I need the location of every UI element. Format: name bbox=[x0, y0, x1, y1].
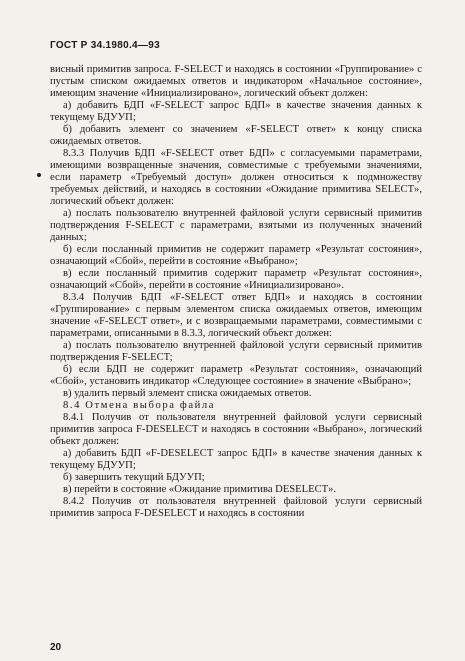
paragraph: а) добавить БДП «F-SELECT запрос БДП» в качестве значения данных к текущему БДУУП; bbox=[50, 100, 422, 123]
paragraph: 8.4 Отмена выбора файла bbox=[63, 400, 216, 411]
paragraph: а) послать пользователю внутренней файловой услуги сервисный примитив подтверждения F-SELECT с параметрами, взятыми из полученных значений данных; bbox=[50, 208, 422, 243]
paragraph: 8.4.2 Получив от пользователя внутренней файловой услуги сервисный примитив запроса F-DESELECT и находясь в состоянии bbox=[50, 496, 422, 519]
paragraph: в) если посланный примитив содержит параметр «Результат состояния», означающий «Сбой», перейти в состояние «Инициализировано». bbox=[50, 268, 422, 291]
page-number: 20 bbox=[50, 642, 62, 653]
paragraph: б) завершить текущий БДУУП; bbox=[63, 472, 205, 483]
paragraph: б) добавить элемент со значением «F-SELECT ответ» к концу списка ожидаемых ответов. bbox=[50, 124, 422, 147]
body-text bbox=[50, 64, 422, 520]
paragraph: висный примитив запроса. F-SELECT и находясь в состоянии «Группирование» с пустым списком ожидаемых ответов и индикатором «Начальное состояние», имеющим значение «Инициализировано», логический объект должен: bbox=[50, 64, 422, 99]
paragraph: а) послать пользователю внутренней файловой услуги сервисный примитив подтверждения F-SELECT; bbox=[50, 340, 422, 363]
paragraph: 8.3.4 Получив БДП «F-SELECT ответ БДП» и находясь в состоянии «Группирование» с первым элементом списка ожидаемых ответов, имеющим значение «F-SELECT ответ», и с возвращаемыми параметрами, совместимыми с параметрами, описанными в 8.3.3, логический объект должен: bbox=[50, 292, 422, 339]
paragraph: 8.3.3 Получив БДП «F-SELECT ответ БДП» с согласуемыми параметрами, имеющими возвращенные значения, совместимые с требуемыми значениями, если параметр «Требуемый доступ» должен относиться к подмножеству требуемых действий, и находясь в состоянии «Ожидание примитива SELECT», логический объект должен: bbox=[50, 148, 422, 207]
margin-bullet-mark bbox=[37, 173, 41, 177]
paragraph: в) перейти в состояние «Ожидание примитива DESELECT». bbox=[63, 484, 337, 495]
paragraph: б) если посланный примитив не содержит параметр «Результат состояния», означающий «Сбой», перейти в состояние «Выбрано»; bbox=[50, 244, 422, 267]
paragraph: в) удалить первый элемент списка ожидаемых ответов. bbox=[63, 388, 312, 399]
paragraph: 8.4.1 Получив от пользователя внутренней файловой услуги сервисный примитив запроса F-DESELECT и находясь в состоянии «Выбрано», логический объект должен: bbox=[50, 412, 422, 447]
standard-header: ГОСТ Р 34.1980.4—93 bbox=[50, 40, 160, 51]
paragraph: б) если БДП не содержит параметр «Результат состояния», означающий «Сбой», установить индикатор «Следующее состояние» в значение «Выбрано»; bbox=[50, 364, 422, 387]
paragraph: а) добавить БДП «F-DESELECT запрос БДП» в качестве значения данных к текущему БДУУП; bbox=[50, 448, 422, 471]
